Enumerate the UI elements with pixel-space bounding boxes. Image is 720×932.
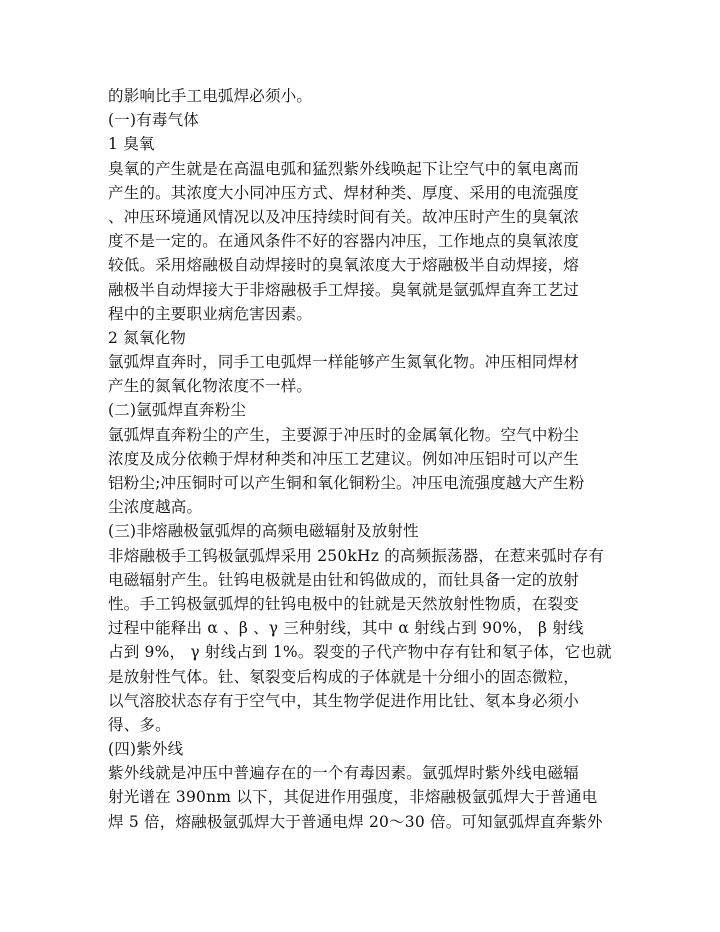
subsection-heading: 2 氮氧化物 <box>108 328 186 347</box>
text-line: 融极半自动焊接大于非熔融极手工焊接。臭氧就是氩弧焊直奔工艺过 <box>108 280 580 299</box>
text-line: 臭氧的产生就是在高温电弧和猛烈紫外线唤起下让空气中的氧电离而 <box>108 159 580 178</box>
text-line: 是放射性气体。钍、氡裂变后构成的子体就是十分细小的固态微粒， <box>108 667 580 686</box>
text-line: 铝粉尘;冲压铜时可以产生铜和氧化铜粉尘。冲压电流强度越大产生粉 <box>108 474 585 492</box>
section-heading: (一)有毒气体 <box>108 111 199 130</box>
text-line: 氩弧焊直奔时，同手工电弧焊一样能够产生氮氧化物。冲压相同焊材 <box>108 353 580 372</box>
text-line: 电磁辐射产生。钍钨电极就是由钍和钨做成的，而钍具备一定的放射 <box>108 570 580 589</box>
text-line: 以气溶胶状态存有于空气中，其生物学促进作用比钍、氡本身必须小 <box>108 691 580 710</box>
text-line: 的影响比手工电弧焊必须小。 <box>108 87 313 105</box>
text-line: 性。手工钨极氩弧焊的钍钨电极中的钍就是天然放射性物质，在裂变 <box>108 594 580 613</box>
subsection-heading: 1 臭氧 <box>108 135 155 154</box>
text-line: 氩弧焊直奔粉尘的产生，主要源于冲压时的金属氧化物。空气中粉尘 <box>108 425 580 444</box>
section-heading: (二)氩弧焊直奔粉尘 <box>108 401 247 420</box>
text-line: 较低。采用熔融极自动焊接时的臭氧浓度大于熔融极半自动焊接，熔 <box>108 256 580 275</box>
text-line: 尘浓度越高。 <box>108 498 203 517</box>
text-line: 、冲压环境通风情况以及冲压持续时间有关。故冲压时产生的臭氧浓 <box>108 207 580 226</box>
text-line: 过程中能释出 α 、β 、γ 三种射线，其中 α 射线占到 90%， β 射线 <box>108 619 584 638</box>
text-line: 得、多。 <box>108 715 171 734</box>
text-line: 程中的主要职业病危害因素。 <box>108 304 313 323</box>
text-line: 占到 9%， γ 射线占到 1%。裂变的子代产物中存有钍和氡子体，它也就 <box>108 643 612 662</box>
text-line: 度不是一定的。在通风条件不好的容器内冲压，工作地点的臭氧浓度 <box>108 232 580 251</box>
document-body <box>108 84 620 834</box>
text-line: 浓度及成分依赖于焊材种类和冲压工艺建议。例如冲压铝时可以产生 <box>108 449 580 468</box>
text-line: 射光谱在 390nm 以下，其促进作用强度，非熔融极氩弧焊大于普通电 <box>108 788 598 807</box>
text-line: 产生的。其浓度大小同冲压方式、焊材种类、厚度、采用的电流强度 <box>108 183 580 202</box>
text-line: 产生的氮氧化物浓度不一样。 <box>108 377 313 396</box>
text-line: 焊 5 倍，熔融极氩弧焊大于普通电焊 20～30 倍。可知氩弧焊直奔紫外 <box>108 812 603 831</box>
text-line: 紫外线就是冲压中普遍存在的一个有毒因素。氩弧焊时紫外线电磁辐 <box>108 764 580 783</box>
text-line: 非熔融极手工钨极氩弧焊采用 250kHz 的高频振荡器，在惹来弧时存有 <box>108 546 605 565</box>
section-heading: (四)紫外线 <box>108 740 184 759</box>
section-heading: (三)非熔融极氩弧焊的高频电磁辐射及放射性 <box>108 522 419 541</box>
